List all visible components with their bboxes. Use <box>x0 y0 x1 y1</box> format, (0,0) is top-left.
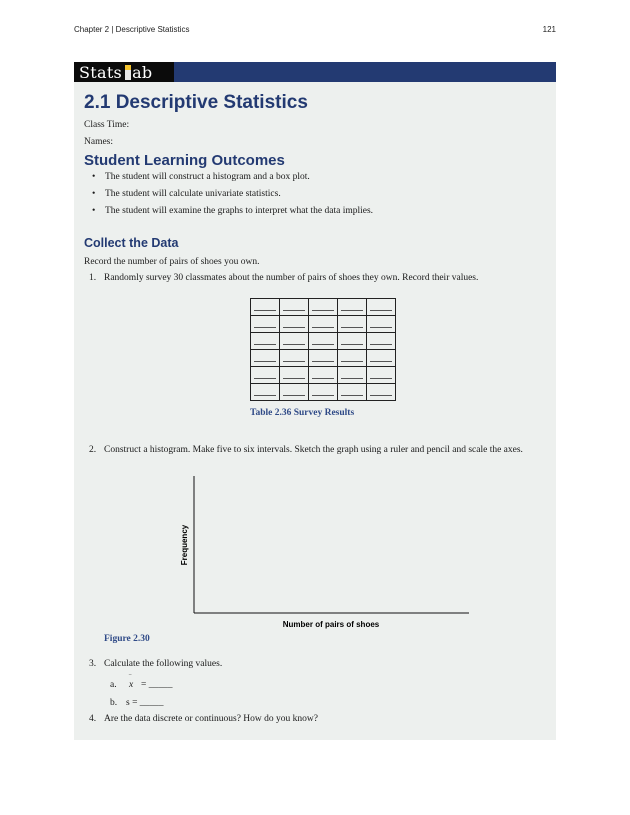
blank-cell[interactable] <box>367 384 396 401</box>
blank-cell[interactable] <box>367 333 396 350</box>
blank-cell[interactable] <box>251 367 280 384</box>
blank-cell[interactable] <box>367 367 396 384</box>
logo-word-ab: ab <box>132 62 153 82</box>
y-axis-label: Frequency <box>180 524 189 566</box>
mean-blank: = _____ <box>141 680 173 690</box>
blank-cell[interactable] <box>251 299 280 316</box>
page-number: 121 <box>542 25 556 34</box>
blank-cell[interactable] <box>280 316 309 333</box>
table-caption: Table 2.36 Survey Results <box>250 408 355 418</box>
question-1: Randomly survey 30 classmates about the number of pairs of shoes they own. Record their values. <box>104 273 479 283</box>
question-number: 1. <box>89 273 97 283</box>
question-number: 4. <box>89 714 97 724</box>
collect-intro: Record the number of pairs of shoes you own. <box>84 257 260 267</box>
blank-cell[interactable] <box>309 316 338 333</box>
mean-bar-icon: ‾ <box>129 674 132 682</box>
stats-lab-banner <box>74 62 556 82</box>
part-letter: b. <box>110 698 118 708</box>
blank-histogram-axes <box>164 470 484 640</box>
blank-cell[interactable] <box>309 333 338 350</box>
blank-cell[interactable] <box>338 299 367 316</box>
blank-cell[interactable] <box>251 384 280 401</box>
stats-lab-logo <box>74 62 174 82</box>
outcome-item: • The student will construct a histogram and a box plot. <box>92 172 373 189</box>
survey-results-table <box>250 298 396 401</box>
mean-symbol: x <box>129 680 134 690</box>
question-number: 2. <box>89 445 97 455</box>
stats-lab-panel <box>74 62 556 740</box>
blank-cell[interactable] <box>338 384 367 401</box>
question-2: Construct a histogram. Make five to six intervals. Sketch the graph using a ruler and pencil and scale the axes. <box>104 445 523 455</box>
outcomes-heading: Student Learning Outcomes <box>84 152 285 169</box>
logo-bar-icon <box>125 65 131 80</box>
blank-cell[interactable] <box>251 316 280 333</box>
blank-cell[interactable] <box>338 316 367 333</box>
question-4: Are the data discrete or continuous? How do you know? <box>104 714 318 724</box>
blank-cell[interactable] <box>280 350 309 367</box>
blank-cell[interactable] <box>251 350 280 367</box>
blank-cell[interactable] <box>367 316 396 333</box>
blank-cell[interactable] <box>280 367 309 384</box>
blank-cell[interactable] <box>367 299 396 316</box>
blank-cell[interactable] <box>338 367 367 384</box>
question-number: 3. <box>89 659 97 669</box>
page-title: 2.1 Descriptive Statistics <box>84 92 308 113</box>
names-label: Names: <box>84 137 114 147</box>
outcome-item: • The student will examine the graphs to interpret what the data implies. <box>92 206 373 223</box>
blank-cell[interactable] <box>280 384 309 401</box>
question-3: Calculate the following values. <box>104 659 223 669</box>
blank-cell[interactable] <box>280 299 309 316</box>
blank-cell[interactable] <box>367 350 396 367</box>
logo-word-stats: Stats <box>79 62 123 82</box>
blank-cell[interactable] <box>338 350 367 367</box>
running-header-chapter: Chapter 2 | Descriptive Statistics <box>74 25 190 34</box>
class-time-label: Class Time: <box>84 120 130 130</box>
blank-cell[interactable] <box>309 350 338 367</box>
stddev-blank: s = _____ <box>126 698 164 708</box>
collect-heading: Collect the Data <box>84 236 179 250</box>
blank-cell[interactable] <box>309 384 338 401</box>
outcomes-list <box>92 172 373 223</box>
blank-cell[interactable] <box>309 299 338 316</box>
blank-cell[interactable] <box>280 333 309 350</box>
x-axis-label: Number of pairs of shoes <box>282 620 380 629</box>
blank-cell[interactable] <box>309 367 338 384</box>
blank-cell[interactable] <box>338 333 367 350</box>
blank-cell[interactable] <box>251 333 280 350</box>
part-letter: a. <box>110 680 117 690</box>
figure-caption: Figure 2.30 <box>104 634 150 644</box>
outcome-item: • The student will calculate univariate statistics. <box>92 189 373 206</box>
